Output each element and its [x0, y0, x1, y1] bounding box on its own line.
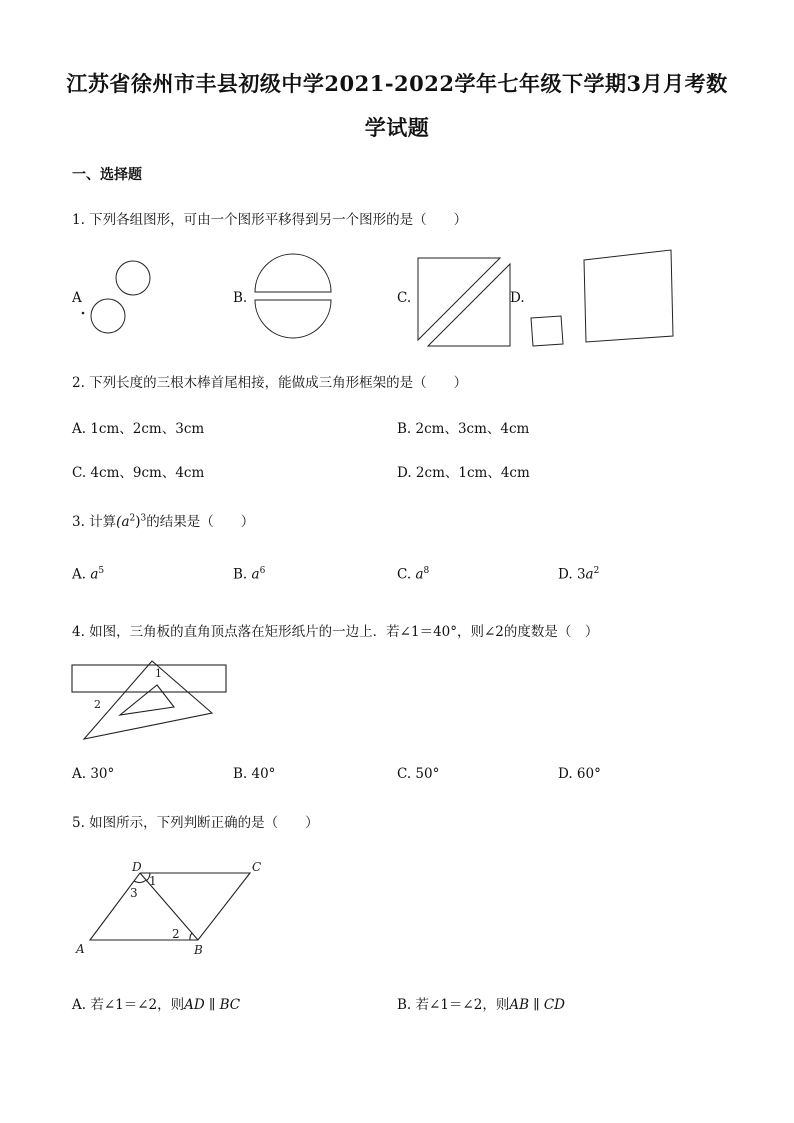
- q5-label-a: A: [76, 942, 85, 956]
- q5-label-d: D: [132, 860, 142, 874]
- q1-label-b: B.: [233, 290, 248, 306]
- q4-triangle-inner: [120, 685, 174, 715]
- q3-option-c-label: C.: [397, 566, 412, 583]
- q2-option-b[interactable]: B. 2cm、3cm、4cm: [397, 421, 530, 437]
- q1-label-a: A: [72, 290, 82, 306]
- q3-option-b-exp: 6: [259, 566, 266, 576]
- q5-label-b: B: [194, 943, 203, 957]
- q5-option-a-seg1: AD: [184, 997, 205, 1013]
- q1-figure-c-split-square: [418, 258, 510, 346]
- q3-option-d-coef: 3: [576, 566, 586, 583]
- q4-option-a[interactable]: A. 30°: [72, 766, 115, 782]
- q3-option-a[interactable]: [72, 566, 104, 583]
- q4-figure: [60, 655, 240, 750]
- q5-option-a-pre: 若∠1＝∠2，则: [90, 997, 185, 1013]
- q5-parallelogram: [90, 873, 250, 940]
- q3-stem-inner-exp: 2: [129, 513, 136, 524]
- q3-option-a-base: a: [90, 566, 99, 583]
- question-5-stem: 5. 如图所示，下列判断正确的是（ ）: [72, 815, 319, 831]
- q3-stem-suffix: 的结果是（ ）: [146, 514, 255, 530]
- q3-stem-outer-exp: 3: [140, 513, 147, 524]
- page-title-line1: 江苏省徐州市丰县初级中学2021-2022学年七年级下学期3月月考数: [66, 71, 728, 96]
- q4-option-d[interactable]: D. 60°: [558, 766, 601, 782]
- q3-stem-close: ): [135, 514, 141, 530]
- q3-option-b[interactable]: [233, 566, 265, 583]
- q1-label-d: D.: [510, 290, 525, 306]
- q3-stem-prefix: 3. 计算: [72, 514, 117, 530]
- q5-option-b[interactable]: [397, 993, 565, 1013]
- q3-stem-base: (a: [116, 514, 130, 530]
- q3-option-c-exp: 8: [423, 566, 430, 576]
- q1-label-c: C.: [397, 290, 412, 306]
- q5-option-a-par: ∥: [209, 997, 216, 1013]
- q5-option-b-seg2: CD: [543, 997, 565, 1013]
- q5-angle-arc-2: [190, 933, 192, 940]
- q4-label-2: 2: [94, 698, 101, 711]
- q5-label-c: C: [252, 860, 262, 874]
- q3-option-d-label: D.: [558, 566, 573, 583]
- q5-angle-arc-3: [134, 880, 146, 883]
- question-1-stem: 1. 下列各组图形，可由一个图形平移得到另一个图形的是（ ）: [72, 212, 468, 228]
- q5-label-angle-3: 3: [130, 886, 138, 900]
- q3-option-d[interactable]: [558, 566, 599, 583]
- q1-figure-d-squares: [531, 250, 673, 346]
- q1-figures: [0, 240, 794, 350]
- q3-option-b-base: a: [251, 566, 260, 583]
- q5-option-b-pre: 若∠1＝∠2，则: [415, 997, 510, 1013]
- q5-option-b-par: ∥: [533, 997, 540, 1013]
- q4-option-b[interactable]: B. 40°: [233, 766, 276, 782]
- q3-option-c-base: a: [415, 566, 424, 583]
- question-2-stem: 2. 下列长度的三根木棒首尾相接，能做成三角形框架的是（ ）: [72, 375, 468, 391]
- q5-figure: [60, 855, 280, 960]
- q5-label-angle-2: 2: [172, 927, 180, 941]
- q4-label-1: 1: [155, 667, 162, 680]
- q3-option-b-label: B.: [233, 566, 248, 583]
- q5-option-b-label: B.: [397, 997, 412, 1013]
- q3-option-d-exp: 2: [593, 566, 600, 576]
- q5-option-a-label: A.: [72, 997, 87, 1013]
- q5-label-angle-1: 1: [149, 874, 157, 888]
- q2-option-a[interactable]: A. 1cm、2cm、3cm: [72, 421, 205, 437]
- q3-option-a-label: A.: [72, 566, 87, 583]
- q2-option-c[interactable]: C. 4cm、9cm、4cm: [72, 465, 205, 481]
- question-4-stem: 4. 如图，三角板的直角顶点落在矩形纸片的一边上．若∠1＝40°，则∠2的度数是（ ）: [72, 624, 599, 640]
- q4-triangle-outer: [84, 661, 212, 739]
- q3-option-a-exp: 5: [98, 566, 105, 576]
- page-title-line2: 学试题: [364, 115, 430, 140]
- q4-option-c[interactable]: C. 50°: [397, 766, 440, 782]
- q1-figure-b-split-circle: [255, 254, 331, 338]
- q2-option-d[interactable]: D. 2cm、1cm、4cm: [397, 465, 530, 481]
- q3-option-d-base: a: [585, 566, 594, 583]
- q5-option-b-seg1: AB: [509, 997, 529, 1013]
- q5-option-a[interactable]: [72, 993, 240, 1013]
- question-3-stem: [72, 510, 254, 530]
- section-heading: 一、选择题: [72, 167, 142, 183]
- q3-option-c[interactable]: [397, 566, 429, 583]
- q1-figure-a-circles: [82, 261, 150, 333]
- q4-rectangle: [72, 665, 226, 692]
- q5-option-a-seg2: BC: [219, 997, 241, 1013]
